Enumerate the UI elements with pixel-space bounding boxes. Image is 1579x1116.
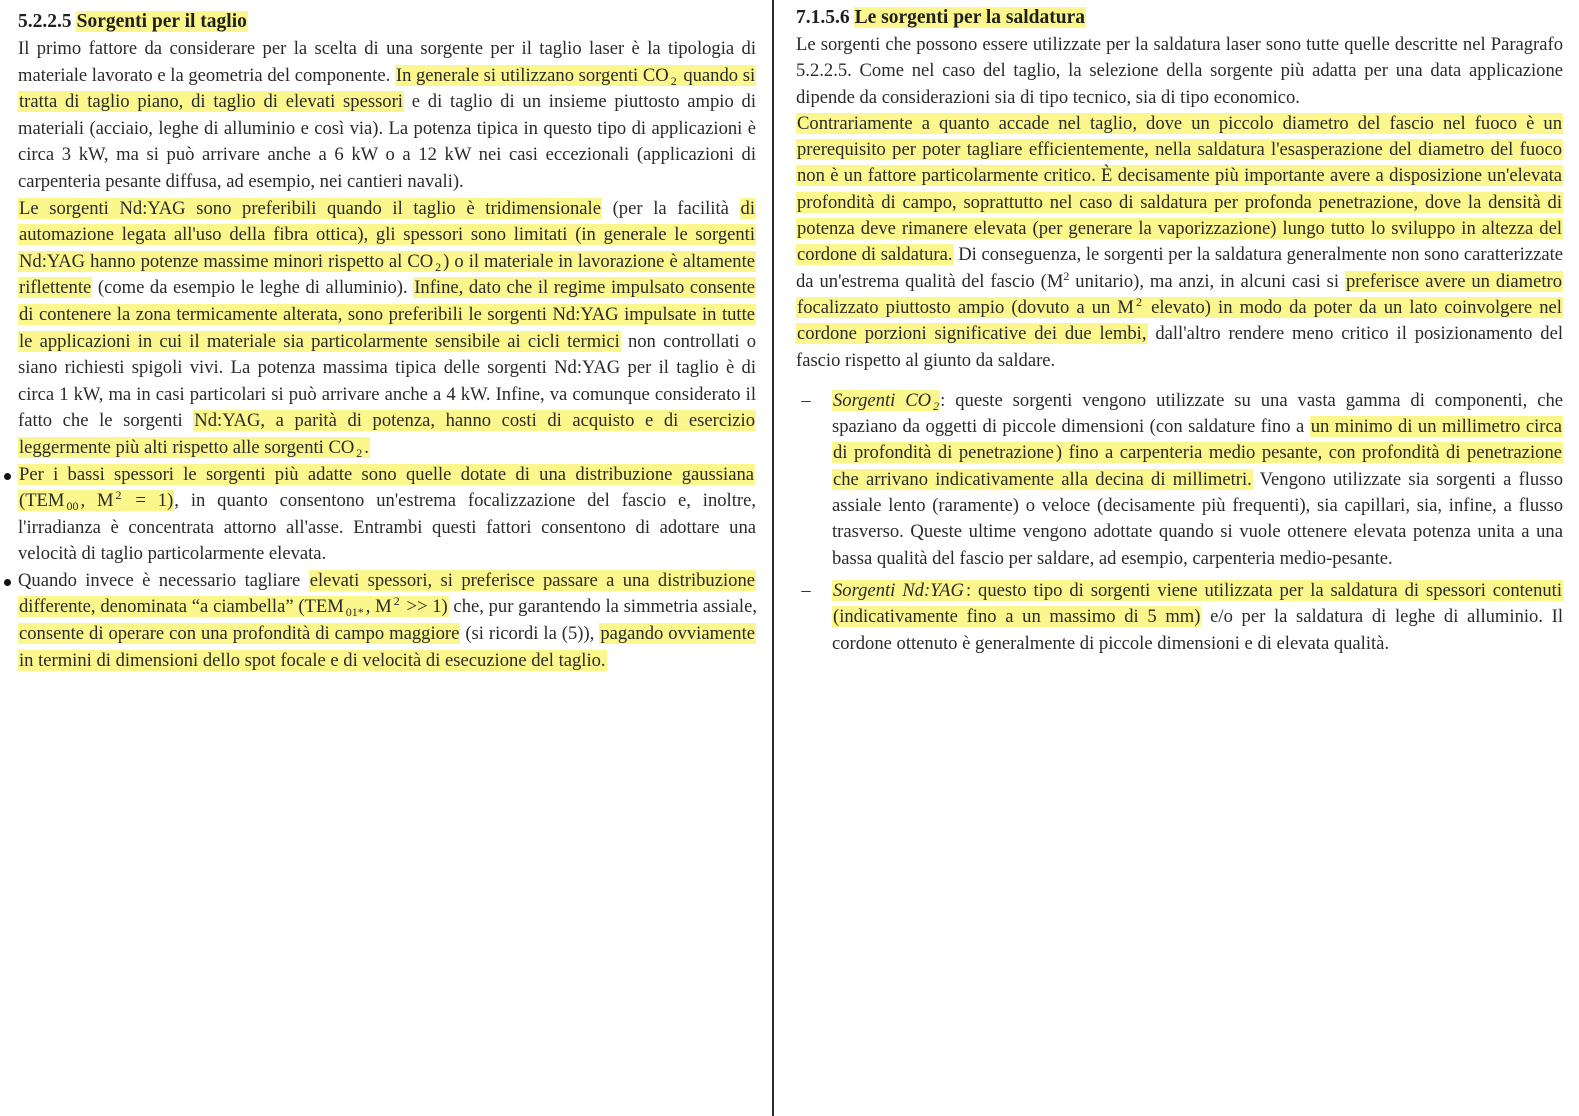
text-run: Di conseguenza, le sorgenti per la saldatura generalmente non sono caratterizzate da un'estrema qualità del fascio (M: [796, 244, 1563, 292]
highlighted-text: 01*: [345, 605, 364, 620]
bullet-paragraph: [18, 568, 756, 674]
highlighted-text: quando si tratta di taglio piano, di taglio di elevati spessori: [19, 64, 756, 113]
highlighted-text: , M: [365, 596, 392, 618]
highlighted-text: elevati spessori, si preferisce passare a una distribuzione differente, denominata “a ciambella” (TEM: [19, 569, 755, 618]
highlight-mark: [18, 623, 460, 644]
highlighted-text: un minimo di un millimetro circa di profondità di penetrazione: [833, 416, 1562, 464]
highlight-mark: [123, 490, 175, 511]
text-run: , in quanto consentono un'estrema focalizzazione del fascio e, inoltre, l'irradianza è concentrata attorno all'asse. Entrambi questi fattori consentono di adottare una velocità di taglio particolarmente elevata.: [18, 490, 756, 565]
highlight-mark: [115, 490, 123, 511]
highlighted-text: ) fino a carpenteria medio pesante, con profondità di penetrazione che arrivano indicativamente alla decina di millimetri.: [833, 442, 1562, 490]
text-run: Le sorgenti che possono essere utilizzate per la saldatura laser sono tutte quelle descritte nel Paragrafo 5.2.2.5. Come nel caso del taglio, la selezione della sorgente più adatta per una data applicazione dipende da considerazioni sia di tipo tecnico, sia di tipo economico.: [796, 34, 1563, 108]
section-title: Sorgenti per il taglio: [76, 11, 247, 32]
bullet-paragraph: [18, 462, 756, 568]
paragraph: [18, 196, 756, 462]
highlight-mark: [932, 390, 940, 411]
highlighted-text: pagando ovviamente in termini di dimensioni dello spot focale e di velocità di esecuzione del taglio.: [19, 623, 756, 671]
list-item-text: [832, 580, 1563, 654]
highlight-mark: [18, 198, 602, 219]
highlight-mark: [365, 596, 393, 617]
paragraph: [18, 36, 756, 196]
highlighted-text: consente di operare con una profondità di campo maggiore: [19, 623, 460, 645]
text-run: 2: [1063, 268, 1070, 283]
text-run: (come da esempio le leghe di alluminio).: [92, 277, 414, 299]
highlighted-text: 2: [933, 398, 940, 413]
dash-marker: –: [801, 579, 811, 601]
bullet-text: [18, 570, 757, 671]
text-run: : queste sorgenti vengono utilizzate su una vasta gamma di componenti, che spaziano da oggetti di piccole dimensioni (con saldature fino a: [832, 389, 1563, 438]
text-run: (si ricordi la (5)),: [460, 623, 600, 645]
highlighted-text: , M: [80, 490, 114, 512]
highlight-mark: [832, 580, 965, 601]
highlight-mark: [395, 65, 670, 86]
highlight-mark: [65, 490, 79, 514]
highlighted-text: 00: [66, 499, 79, 514]
section-heading-right: [796, 4, 1563, 32]
highlighted-text: 2: [115, 488, 122, 503]
highlighted-text: In generale si utilizzano sorgenti CO: [395, 64, 669, 86]
text-run: che, pur garantendo la simmetria assiale,: [448, 596, 757, 618]
highlight-mark: [401, 596, 449, 617]
highlighted-text: : questo tipo di sorgenti viene utilizzata per la saldatura di spessori contenuti (indicativamente fino a un massimo di 5 mm): [833, 579, 1562, 628]
left-column: [0, 0, 770, 1116]
list-item-text: [832, 390, 1563, 569]
highlighted-text: preferisce avere un diametro focalizzato piuttosto ampio (dovuto a un M: [797, 270, 1562, 318]
highlighted-text: Le sorgenti Nd:YAG sono preferibili quando il taglio è tridimensionale: [19, 197, 601, 219]
paragraph: [796, 32, 1563, 111]
highlighted-text: 2: [435, 259, 442, 274]
text-run: Vengono utilizzate sia sorgenti a flusso assiale lento (raramente) o veloce (decisamente più frequenti), sia capillari, sia, infine, a flusso trasverso. Queste ultime vengono adottate quando si vuole ottenere elevata potenza unita a una bassa qualità del fascio per saldare, ad esempio, carpenteria medio-pesante.: [832, 468, 1563, 569]
highlight-mark: [670, 65, 678, 86]
highlighted-text: Per i bassi spessori le sorgenti più adatte sono quelle dotate di una distribuzione gaussiana (TEM: [19, 463, 754, 512]
section-number: 5.2.2.5: [18, 11, 72, 32]
bullet-text: [18, 464, 756, 565]
highlight-mark: [1135, 294, 1143, 318]
highlight-mark: [796, 113, 1563, 265]
text-run: unitario), ma anzi, in alcuni casi si: [1069, 270, 1345, 292]
bullet-dot-icon: [4, 473, 11, 480]
highlight-mark: [393, 596, 401, 617]
section-heading-left: [18, 8, 756, 36]
highlighted-text: Nd:YAG, a parità di potenza, hanno costi di acquisto e di esercizio leggermente più alti rispetto alle sorgenti CO: [19, 410, 755, 458]
bullet-dot-icon: [4, 579, 11, 586]
text-run: e/o per la saldatura di leghe di alluminio. Il cordone ottenuto è generalmente di piccole dimensioni e di elevata qualità.: [832, 606, 1564, 654]
text-run: dall'altro rendere meno critico il posizionamento del fascio rispetto al giunto da saldare.: [796, 323, 1563, 371]
dash-marker: –: [801, 389, 811, 411]
highlighted-text: >> 1): [401, 596, 448, 618]
list-item: [796, 388, 1563, 572]
highlighted-text: 2: [393, 594, 400, 609]
section-number: 7.1.5.6: [796, 7, 850, 28]
text-run: e di taglio di un insieme piuttosto ampio di materiali (acciaio, leghe di alluminio e così via). La potenza tipica in questo tipo di applicazioni è circa 3 kW, ma si può arrivare anche a 6 kW o a 12 kW nei casi eccezionali (applicazioni di carpenteria pesante diffusa, ad esempio, nei cantieri navali).: [18, 91, 756, 192]
highlighted-text: 2: [1135, 294, 1142, 309]
highlighted-text: 2: [356, 445, 363, 460]
highlight-mark: [363, 437, 370, 458]
highlighted-text: Infine, dato che il regime impulsato consente di contenere la zona termicamente alterata, sono preferibili le sorgenti Nd:YAG impulsate in tutte le applicazioni in cui il materiale sia particolarmente sensibile ai cicli termici: [19, 277, 755, 352]
highlight-mark: [832, 390, 932, 411]
highlight-mark: [79, 490, 114, 511]
right-column: [776, 0, 1579, 1116]
text-run: non controllati o siano richiesti spigoli vivi. La potenza massima tipica delle sorgenti Nd:YAG per il taglio è di circa 1 kW, ma in casi particolari si può arrivare anche a 4 kW. Infine, va comunque considerato il fatto che le sorgenti: [18, 330, 756, 432]
highlighted-text: Contrariamente a quanto accade nel taglio, dove un piccolo diametro del fascio nel fuoco è un prerequisito per poter tagliare efficientemente, nella saldatura l'esasperazione del diametro del fuoco non è un fattore particolarmente critico. È decisamente più importante avere a disposizione un'elevata profondità di campo, soprattutto nel caso di saldatura per profonda penetrazione, dove la densità di potenza deve rimanere elevata (per generare la vaporizzazione) lungo tutto lo sviluppo in altezza del cordone di saldatura.: [797, 112, 1562, 266]
highlight-mark: [345, 596, 365, 620]
highlighted-text: Sorgenti CO: [833, 389, 932, 411]
section-title: Le sorgenti per la saldatura: [854, 7, 1086, 28]
highlighted-text: 2: [670, 73, 677, 88]
text-run: Quando invece è necessario tagliare: [18, 569, 309, 591]
highlighted-text: elevato) in modo da poter da un lato coinvolgere nel cordone porzioni significative dei due lembi,: [797, 296, 1562, 345]
paragraph: [796, 111, 1563, 374]
list-item: [796, 578, 1563, 657]
text-run: Il primo fattore da considerare per la scelta di una sorgente per il taglio laser è la tipologia di materiale lavorato e la geometria del componente.: [18, 38, 756, 86]
highlight-mark: [434, 251, 442, 272]
highlighted-text: di automazione legata all'uso della fibra ottica), gli spessori sono limitati (in generale le sorgenti Nd:YAG hanno potenze massime minori rispetto al CO: [19, 197, 755, 272]
column-divider: [772, 0, 774, 1116]
highlighted-text: .: [364, 436, 369, 458]
highlighted-text: Sorgenti Nd:YAG: [833, 579, 964, 601]
highlighted-text: ) o il materiale in lavorazione è altamente riflettente: [19, 250, 755, 299]
highlighted-text: = 1): [123, 490, 174, 512]
text-run: (per la facilità: [601, 197, 740, 219]
